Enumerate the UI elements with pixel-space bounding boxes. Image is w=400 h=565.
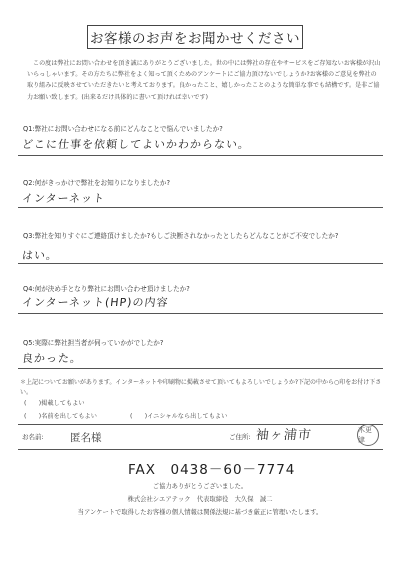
- question-2-answer: インターネット: [21, 192, 106, 205]
- question-1-label: Q1:弊社にお問い合わせになる前にどんなことで悩んでいましたか?: [23, 125, 223, 133]
- page-title-text: お客様のお声をお聞かせください: [90, 31, 300, 47]
- option-name[interactable]: ( )名前を出してもよい: [24, 413, 97, 420]
- question-2-line: [18, 207, 383, 208]
- page-title: [87, 25, 303, 49]
- fax-number: FAX 0438－60－7774: [128, 462, 296, 478]
- thanks-text: ご協力ありがとうございました。: [152, 483, 248, 490]
- question-3-line: [18, 263, 383, 264]
- publication-note: ＊上記についてお願いがあります。インターネットや印刷物に掲載させて頂いてもよろしいでしょうか?下記の中から○印をお付け下さい。: [20, 379, 382, 396]
- question-5-answer: 良かった。: [21, 352, 83, 365]
- option-publish-label: 掲載してもよい: [41, 400, 85, 407]
- question-5-line: [18, 368, 383, 369]
- question-4-label: Q4:何が決め手となり弊社にお問い合わせ頂けましたか?: [23, 285, 190, 293]
- question-1-line: [18, 155, 383, 156]
- name-label: お名前:: [22, 433, 44, 441]
- question-4-answer: インターネット(HP)の内容: [21, 296, 170, 309]
- address-label: ご住所:: [229, 433, 251, 441]
- question-3-answer: はい。: [21, 249, 59, 262]
- option-publish[interactable]: ( )掲載してもよい: [24, 400, 85, 407]
- question-3-label: Q3:弊社を知りすぐにご連絡頂けましたか?もしご決断されなかったとしたらどんなことがご不安でしたか?: [23, 232, 339, 240]
- footer-top-line: [18, 424, 383, 425]
- name-value: 匿名様: [70, 432, 102, 444]
- company-name: 株式会社シエアテック 代表取締役 大久保 誠二: [127, 496, 273, 503]
- seal-stamp-text: 木更津: [358, 426, 372, 444]
- question-5-label: Q5:実際に弊社担当者が伺っていかがでしたか?: [23, 339, 164, 347]
- option-initial[interactable]: ( )イニシャルなら出してもよい: [130, 413, 228, 420]
- question-4-line: [18, 313, 383, 314]
- address-value: 袖ヶ浦市: [255, 428, 313, 443]
- seal-stamp: [357, 424, 379, 446]
- question-1-answer: どこに仕事を依頼してよいかわからない。: [21, 138, 251, 151]
- question-2-label: Q2:何がきっかけで弊社をお知りになりましたか?: [23, 179, 170, 187]
- privacy-note: 当アンケートで取得したお客様の個人情報は関係法規に基づき厳正に管理いたします。: [77, 509, 323, 516]
- footer-bottom-line: [18, 449, 383, 450]
- intro-text: この度は弊社にお問い合わせを頂き誠にありがとうございました。世の中には弊社の存在やサービスをご存知ないお客様が沢山いらっしゃいます。その方たちに弊社をよく知って頂くためのアンケートにご協力頂けないでしょうか?お客様のご意見を弊社の取り組みに反映させていただきたいと考えております。良かったこと、嬉しかったことのような簡単な事でも結構です。是非ご協力お願い致します。(出来るだけ具体的に書いて頂ければ幸いです): [27, 60, 381, 101]
